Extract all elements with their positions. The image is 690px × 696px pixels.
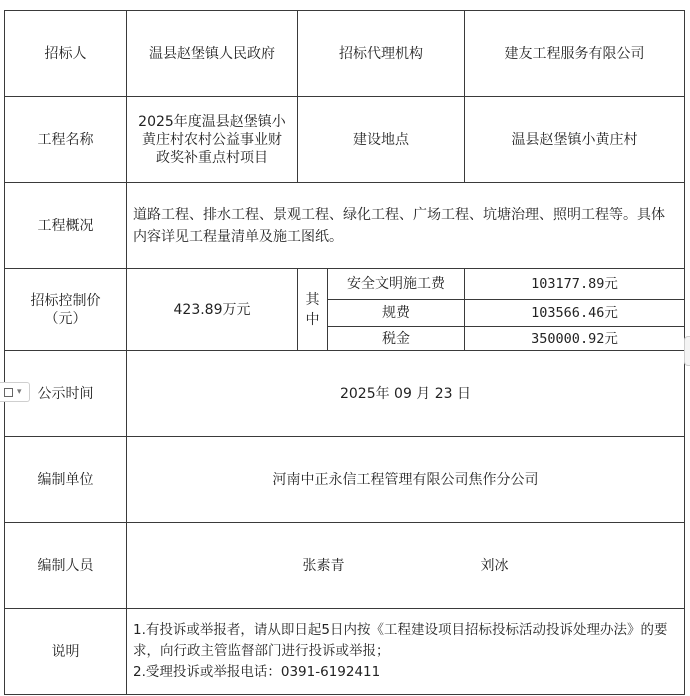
note-2: 2.受理投诉或举报电话：0391-6192411 (133, 664, 381, 680)
fees-label: 规费 (328, 300, 465, 327)
location-label: 建设地点 (298, 97, 465, 183)
note-1: 1.有投诉或举报者，请从即日起5日内按《工程建设项目招标投标活动投诉处理办法》的要求，向行政主管监督部门进行投诉或举报； (133, 622, 668, 659)
side-panel-handle[interactable] (684, 336, 690, 366)
tenderer-value: 温县赵堡镇人民政府 (127, 11, 298, 97)
publish-time-label: 公示时间 (5, 351, 127, 437)
overview-label: 工程概况 (5, 183, 127, 269)
location-value: 温县赵堡镇小黄庄村 (465, 97, 685, 183)
compiler-persons (127, 523, 685, 609)
table-row (5, 11, 685, 97)
notes-label: 说明 (5, 609, 127, 695)
table-row (5, 97, 685, 183)
agency-label: 招标代理机构 (298, 11, 465, 97)
square-icon[interactable] (4, 388, 13, 397)
safety-fee-value: 103177.89元 (465, 269, 685, 300)
overview-value: 道路工程、排水工程、景观工程、绿化工程、广场工程、坑塘治理、照明工程等。具体内容详见工程量清单及施工图纸。 (127, 183, 685, 269)
agency-value: 建友工程服务有限公司 (465, 11, 685, 97)
table-row (5, 351, 685, 437)
compiler-unit-label: 编制单位 (5, 437, 127, 523)
table-row (5, 437, 685, 523)
compiler-person-label: 编制人员 (5, 523, 127, 609)
notes-value (127, 609, 685, 695)
publish-time-value: 2025年 09 月 23 日 (127, 351, 685, 437)
tenderer-label: 招标人 (5, 11, 127, 97)
safety-fee-label: 安全文明施工费 (328, 269, 465, 300)
tax-label: 税金 (328, 327, 465, 351)
table-row (5, 523, 685, 609)
of-which-label: 其中 (298, 269, 328, 351)
project-name-value: 2025年度温县赵堡镇小黄庄村农村公益事业财政奖补重点村项目 (127, 97, 298, 183)
compiler-person-1: 张素青 (302, 557, 345, 574)
fees-value: 103566.46元 (465, 300, 685, 327)
tender-info-table (4, 10, 685, 695)
table-row (5, 609, 685, 695)
compiler-unit-value: 河南中正永信工程管理有限公司焦作分公司 (127, 437, 685, 523)
price-value: 423.89万元 (127, 269, 298, 351)
floating-toolbar[interactable] (0, 382, 30, 402)
table-row (5, 183, 685, 269)
project-name-label: 工程名称 (5, 97, 127, 183)
chevron-down-icon[interactable]: ▾ (17, 387, 22, 397)
table-row (5, 269, 685, 300)
compiler-person-2: 刘冰 (480, 557, 509, 574)
price-label: 招标控制价（元） (5, 269, 127, 351)
tax-value: 350000.92元 (465, 327, 685, 351)
